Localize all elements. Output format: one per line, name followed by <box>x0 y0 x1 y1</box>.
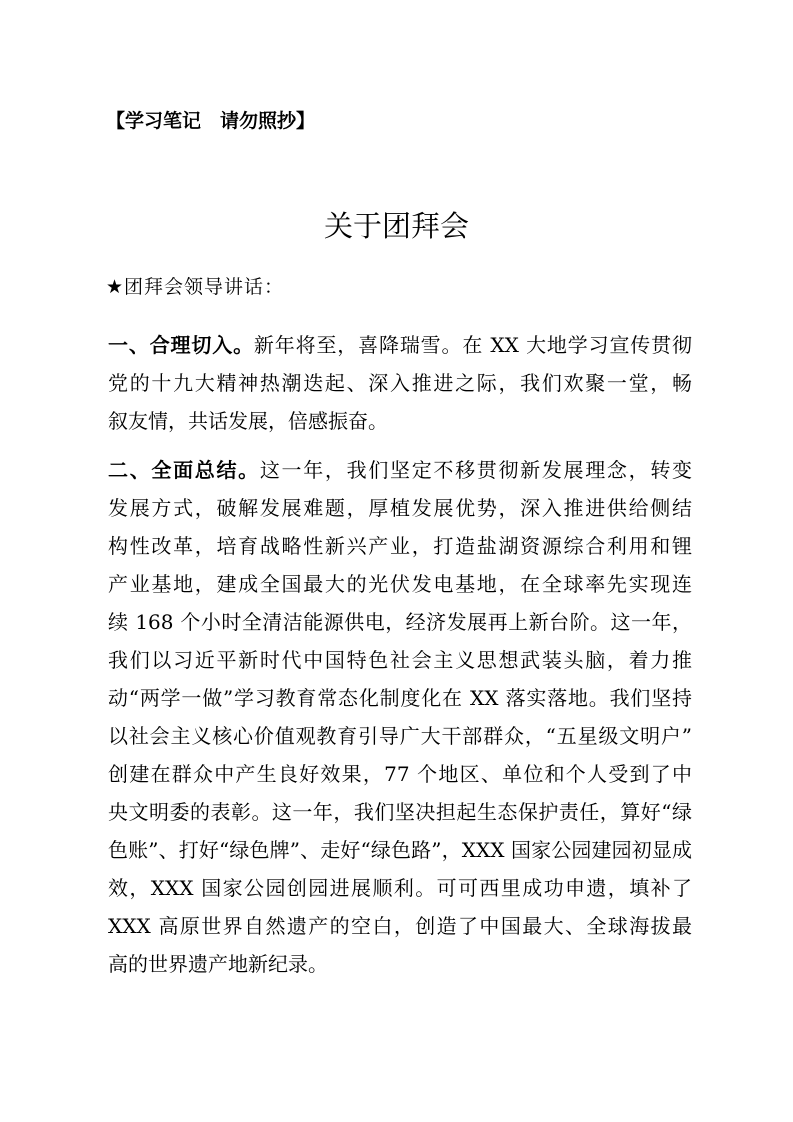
paragraph-text: 发展方式，破解发展难题，厚植发展优势，深入推进供给侧结 <box>108 496 692 520</box>
paragraph-text: 产业基地，建成全国最大的光伏发电基地，在全球率先实现连 <box>108 572 692 596</box>
paragraph-line <box>108 951 692 977</box>
paragraph-text: 效，XXX 国家公园创园进展顺利。可可西里成功申遗，填补了 <box>108 876 692 900</box>
paragraph-text: 创建在群众中产生良好效果，77 个地区、单位和个人受到了中 <box>108 762 692 786</box>
paragraph-text: XXX 高原世界自然遗产的空白，创造了中国最大、全球海拔最 <box>108 914 692 938</box>
paragraph-lead: 一、合理切入。 <box>108 333 254 357</box>
page-title: 关于团拜会 <box>323 209 469 243</box>
paragraph-line <box>108 875 692 901</box>
paragraph-text: 构性改革，培育战略性新兴产业，打造盐湖资源综合利用和锂 <box>108 534 692 558</box>
paragraph-line <box>108 913 692 939</box>
paragraph-text: 新年将至，喜降瑞雪。在 XX 大地学习宣传贯彻 <box>253 333 692 357</box>
paragraph-line <box>108 533 692 559</box>
paragraph-text: 以社会主义核心价值观教育引导广大干部群众，“五星级文明户” <box>108 724 692 748</box>
paragraph-line <box>108 609 692 635</box>
paragraph-line <box>108 495 692 521</box>
paragraph-line <box>108 685 692 711</box>
paragraph-text: 这一年，我们坚定不移贯彻新发展理念，转变 <box>259 458 693 482</box>
watermark-note: 【学习笔记 请勿照抄】 <box>106 110 316 132</box>
paragraph-line <box>108 761 692 787</box>
paragraph-text: 高的世界遗产地新纪录。 <box>108 952 328 976</box>
paragraph-line <box>108 647 692 673</box>
paragraph-lead: 二、全面总结。 <box>108 458 260 482</box>
paragraph-text: 我们以习近平新时代中国特色社会主义思想武装头脑，着力推 <box>108 648 692 672</box>
paragraph-text: 动“两学一做”学习教育常态化制度化在 XX 落实落地。我们坚持 <box>108 686 692 710</box>
paragraph-line <box>108 370 692 396</box>
paragraph-text: 续 168 个小时全清洁能源供电，经济发展再上新台阶。这一年， <box>108 610 692 634</box>
paragraph-line <box>108 571 692 597</box>
section-heading: ★团拜会领导讲话： <box>106 276 285 298</box>
paragraph-line <box>108 837 692 863</box>
paragraph-text: 色账”、打好“绿色牌”、走好“绿色路”，XXX 国家公园建园初显成 <box>108 838 692 862</box>
paragraph-line <box>108 332 692 358</box>
paragraph-text: 党的十九大精神热潮迭起、深入推进之际，我们欢聚一堂，畅 <box>108 371 692 395</box>
paragraph-line <box>108 723 692 749</box>
paragraph-line <box>108 457 692 483</box>
paragraph-text: 叙友情，共话发展，倍感振奋。 <box>108 409 388 433</box>
paragraph-line <box>108 799 692 825</box>
paragraph-line <box>108 408 692 434</box>
paragraph-text: 央文明委的表彰。这一年，我们坚决担起生态保护责任，算好“绿 <box>108 800 692 824</box>
